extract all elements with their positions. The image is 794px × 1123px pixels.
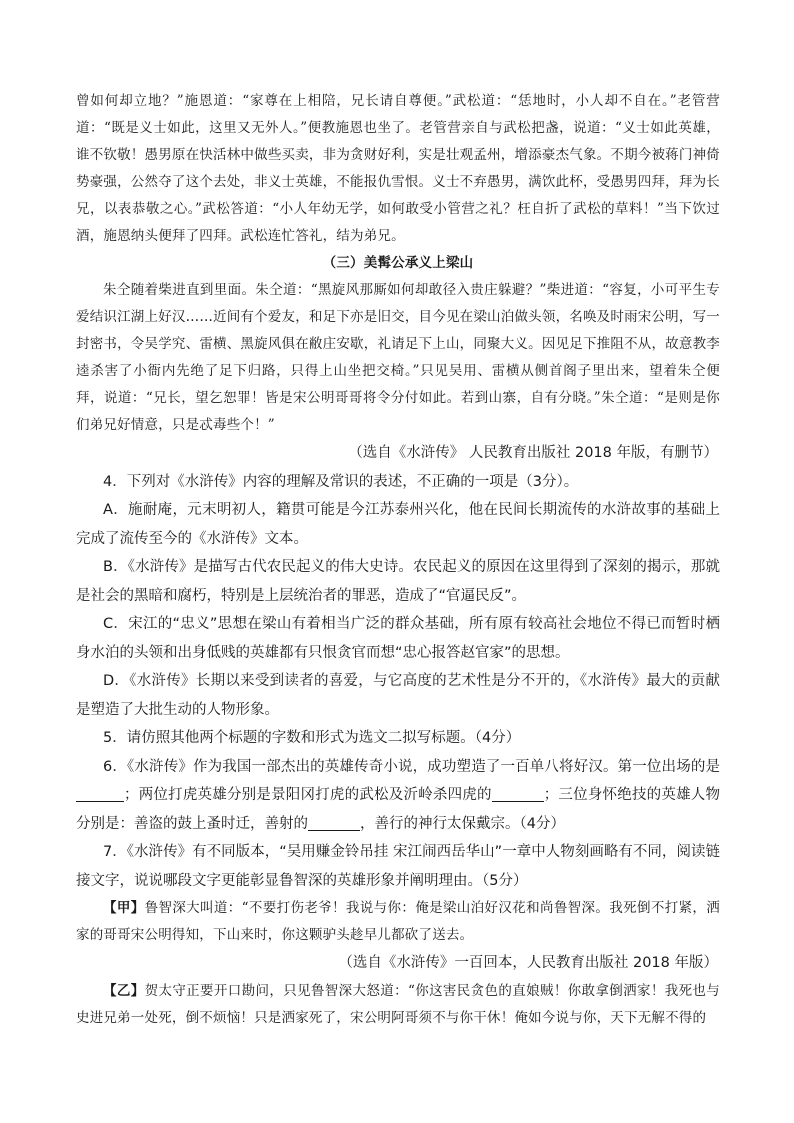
- question-6: [76, 753, 720, 839]
- link-source-jia: （选自《水浒传》一百回本，人民教育出版社 2018 年版）: [338, 955, 718, 971]
- question-4-option-d: D．《水浒传》长期以来受到读者的喜爱，与它高度的艺术性是分不开的，《水浒传》最大的贡献是塑造了大批生动的人物形象。: [76, 673, 720, 718]
- section-title: （三）美髯公承义上梁山: [322, 255, 474, 271]
- question-7: 7．《水浒传》有不同版本，“吴用赚金铃吊挂 宋江闹西岳华山”一章中人物刻画略有不同，阅读链接文字，说说哪段文字更能彰显鲁智深的英雄形象并阐明理由。（5分）: [76, 844, 720, 889]
- question-6-part-2: ；两位打虎英雄分别是景阳冈打虎的武松及沂岭杀四虎的: [124, 787, 492, 803]
- question-4-option-c: C．宋江的“忠义”思想在梁山有着相当广泛的群众基础，所有原有较高社会地位不得已而暂时栖身水泊的头领和出身低贱的英雄都有只恨贪官而想“忠心报答赵官家”的思想。: [76, 616, 720, 661]
- link-text-yi: [76, 978, 720, 1032]
- question-4-option-b: B．《水浒传》是描写古代农民起义的伟大史诗。农民起义的原因在这里得到了深刻的揭示，那就是社会的黑暗和腐朽，特别是上层统治者的罪恶，造成了“官逼民反”。: [76, 559, 720, 604]
- link-label-jia: 【甲】: [103, 900, 145, 916]
- question-5: 5．请仿照其他两个标题的字数和形式为选文二拟写标题。（4分）: [103, 730, 521, 746]
- link-text-jia: [76, 895, 720, 949]
- passage-paragraph-2: 朱仝随着柴进直到里面。朱仝道：“黑旋风那厮如何却敢径入贵庄躲避？”柴进道：“容复，小可平生专爱结识江湖上好汉……近间有个爱友，和足下亦是旧交，目今见在梁山泊做头领，名唤及时雨宋公明，写一封密书，令吴学究、雷横、黑旋风俱在敝庄安歇，礼请足下上山，同聚大义。因见足下推阻不从，故意教李逵杀害了小衙内先绝了足下归路，只得上山坐把交椅。”只见吴用、雷横从侧首阁子里出来，望着朱仝便拜，说道：“兄长，望乞恕罪！皆是宋公明哥哥将令分付如此。若到山寨，自有分晓。”朱仝道：“是则是你们弟兄好情意，只是忒毒些个！”: [76, 282, 720, 433]
- question-6-part-1: 6．《水浒传》作为我国一部杰出的英雄传奇小说，成功塑造了一百单八将好汉。第一位出场的是: [103, 758, 720, 775]
- question-6-part-4: ，善行的神行太保戴宗。（4分）: [360, 815, 565, 832]
- passage-source: （选自《水浒传》 人民教育出版社 2018 年版，有删节）: [348, 445, 718, 461]
- link-body-jia: 鲁智深大叫道：“不要打伤老爷！我说与你：俺是梁山泊好汉花和尚鲁智深。我死倒不打紧，洒家的哥哥宋公明得知，下山来时，你这颗驴头趁早儿都砍了送去。: [76, 900, 720, 943]
- answer-blank-2[interactable]: [492, 785, 544, 802]
- passage-paragraph-1: 曾如何却立地？”施恩道：“家尊在上相陪，兄长请自尊便。”武松道：“恁地时，小人却不自在。”老管营道：“既是义士如此，这里又无外人。”便教施恩也坐了。老管营亲自与武松把盏，说道：“义士如此英雄，谁不钦敬！愚男原在快活林中做些买卖，非为贪财好利，实是壮观孟州，增添豪杰气象。不期今被蒋门神倚势豪强，公然夺了这个去处，非义士英雄，不能报仇雪恨。义士不弃愚男，满饮此杯，受愚男四拜，拜为长兄，以表恭敬之心。”武松答道：“小人年幼无学，如何敢受小管营之礼？枉自折了武松的草料！”当下饮过酒，施恩纳头便拜了四拜。武松连忙答礼，结为弟兄。: [76, 93, 720, 244]
- question-4-stem: 4．下列对《水浒传》内容的理解及常识的表述，不正确的一项是（3分）。: [103, 473, 579, 490]
- question-4-option-a: A．施耐庵，元末明初人，籍贯可能是今江苏泰州兴化，他在民间长期流传的水浒故事的基础上完成了流传至今的《水浒传》文本。: [76, 502, 720, 547]
- link-body-yi: 贺太守正要开口勘问，只见鲁智深大怒道：“你这害民贪色的直娘贼！你敢拿倒洒家！我死也与史进兄弟一处死，倒不烦恼！只是洒家死了，宋公明阿哥须不与你干休！俺如今说与你，天下无解不得的: [76, 982, 720, 1026]
- answer-blank-1[interactable]: [76, 785, 124, 802]
- question-6-part-3: ；三位身怀绝技的英雄人物分别是：善盗的鼓上蚤时迁，善射的: [76, 787, 721, 832]
- answer-blank-3[interactable]: [308, 814, 360, 831]
- link-label-yi: 【乙】: [103, 982, 145, 999]
